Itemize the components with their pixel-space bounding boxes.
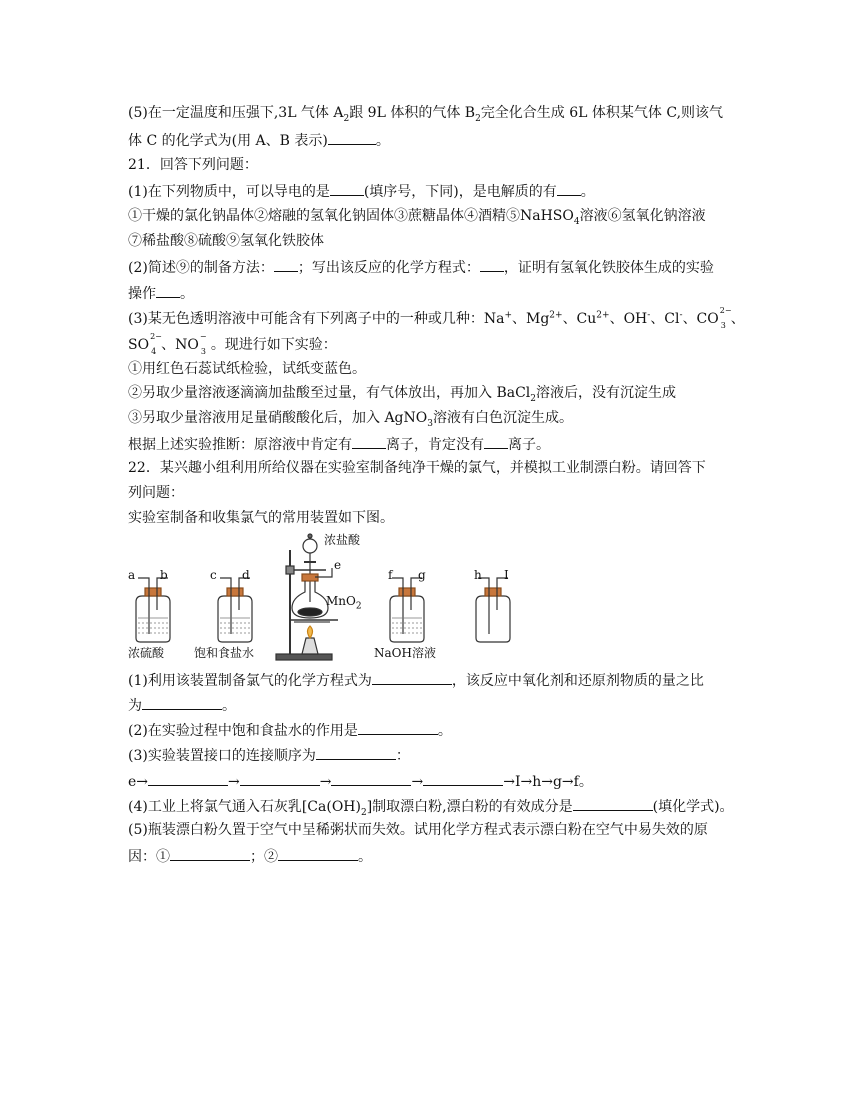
superscript: 2+ xyxy=(596,310,610,321)
bottle-sat-nacl xyxy=(218,578,252,642)
port-label-f: f xyxy=(388,568,393,582)
q21-part3 xyxy=(128,306,745,330)
subscript: 2 xyxy=(360,807,367,818)
answer-blank[interactable] xyxy=(240,771,320,786)
q20-5-line1 xyxy=(128,104,723,122)
experiment-2 xyxy=(128,384,676,402)
label-naoh: NaOH溶液 xyxy=(374,646,436,660)
text: 。 xyxy=(358,849,372,865)
answer-blank[interactable] xyxy=(423,771,503,786)
text: MnO xyxy=(326,594,356,608)
subscript: 4 xyxy=(151,347,157,356)
text: 为 xyxy=(128,698,142,714)
text: 、Cl xyxy=(650,311,680,327)
answer-blank[interactable] xyxy=(358,720,438,735)
text: 、CO xyxy=(682,311,719,327)
text: e→ xyxy=(128,774,149,790)
bottle-naoh xyxy=(390,578,424,642)
text: ①干燥的氯化钠晶体②熔融的氢氧化钠固体③蔗糖晶体④酒精⑤NaHSO xyxy=(128,208,574,224)
text: 实验室制备和收集氯气的常用装置如下图。 xyxy=(128,510,394,526)
experiment-3 xyxy=(128,409,573,427)
answer-blank[interactable] xyxy=(142,695,222,710)
q21-title xyxy=(128,156,258,174)
q21-list2 xyxy=(128,232,324,250)
q21-list1 xyxy=(128,207,706,225)
port-label-b: b xyxy=(160,568,168,582)
subscript: 2 xyxy=(343,113,350,124)
superscript: - xyxy=(679,310,683,321)
q21-part2 xyxy=(128,257,714,277)
subscript: 2 xyxy=(530,393,537,404)
text: 、NO xyxy=(161,337,199,353)
text: ②另取少量溶液逐滴滴加盐酸至过量，有气体放出，再加入 BaCl xyxy=(128,385,531,401)
answer-blank[interactable] xyxy=(278,846,358,861)
text: 、 xyxy=(730,311,745,327)
subscript: 2 xyxy=(475,113,481,124)
answer-blank[interactable] xyxy=(330,181,364,196)
answer-blank[interactable] xyxy=(328,130,376,145)
ion-charge xyxy=(719,306,732,330)
text: 完全化合生成 6L 体积某气体 C,则该气 xyxy=(480,105,724,121)
ion-charge xyxy=(199,332,211,356)
superscript: 2− xyxy=(719,306,732,315)
answer-blank[interactable] xyxy=(480,257,504,272)
port-label-c: c xyxy=(210,568,217,582)
q22-part1-cont xyxy=(128,695,236,715)
label-mno2 xyxy=(326,594,362,612)
q22-part4 xyxy=(128,796,734,816)
text: ]制取漂白粉,漂白粉的有效成分是 xyxy=(366,799,573,815)
text: 列问题： xyxy=(128,485,184,501)
text: ，证明有氢氧化铁胶体生成的实验 xyxy=(503,260,714,276)
superscript: + xyxy=(504,310,512,321)
text: 离子。 xyxy=(508,437,550,453)
text: ；写出该反应的化学方程式： xyxy=(297,260,480,276)
port-label-h: h xyxy=(474,568,482,582)
text: 操作 xyxy=(128,286,156,302)
text: → xyxy=(411,774,424,790)
subscript: 3 xyxy=(427,418,433,429)
ion-charge xyxy=(149,332,162,356)
q20-5-line2 xyxy=(128,130,390,150)
q22-sequence xyxy=(128,771,593,791)
text: →I→h→g→f。 xyxy=(503,774,593,790)
subscript: 3 xyxy=(720,321,726,330)
q22-part3 xyxy=(128,745,410,765)
text: → xyxy=(228,774,240,790)
q22-intro xyxy=(128,509,394,527)
answer-blank[interactable] xyxy=(331,771,411,786)
port-label-e: e xyxy=(334,558,342,572)
text: (1)利用该装置制备氯气的化学方程式为 xyxy=(128,673,372,689)
text: 因：① xyxy=(128,849,170,865)
text: 。 xyxy=(180,286,194,302)
label-sat-nacl: 饱和食盐水 xyxy=(194,646,255,660)
experiment-1 xyxy=(128,360,366,378)
q22-part1 xyxy=(128,670,704,690)
text: 体 C 的化学式为(用 A、B 表示) xyxy=(128,133,328,149)
q22-title xyxy=(128,459,706,477)
answer-blank[interactable] xyxy=(274,257,298,272)
answer-blank[interactable] xyxy=(573,796,653,811)
answer-blank[interactable] xyxy=(156,283,180,298)
answer-blank[interactable] xyxy=(484,434,508,449)
text: (2)简述⑨的制备方法： xyxy=(128,260,274,276)
text: (3)某无色透明溶液中可能含有下列离子中的一种或几种：Na xyxy=(128,311,505,327)
text: ⑦稀盐酸⑧硫酸⑨氢氧化铁胶体 xyxy=(128,233,324,249)
text: 根据上述实验推断：原溶液中肯定有 xyxy=(128,437,352,453)
answer-blank[interactable] xyxy=(557,181,581,196)
text: ： xyxy=(395,748,410,764)
text: 溶液⑥氢氧化钠溶液 xyxy=(579,208,706,224)
text: → xyxy=(319,774,332,790)
text: ，该反应中氧化剂和还原剂物质的量之比 xyxy=(451,673,704,689)
answer-blank[interactable] xyxy=(372,670,452,685)
superscript: 2+ xyxy=(549,310,563,321)
answer-blank[interactable] xyxy=(170,846,250,861)
text: 。 xyxy=(375,133,390,149)
text: ①用红色石蕊试纸检验，试纸变蓝色。 xyxy=(128,361,366,377)
text: 跟 9L 体积的气体 B xyxy=(349,105,476,121)
port-label-a: a xyxy=(128,568,136,582)
label-conc-h2so4: 浓硫酸 xyxy=(128,646,165,660)
port-label-g: g xyxy=(418,568,426,582)
q22-part2 xyxy=(128,720,452,740)
text: 。现进行如下实验： xyxy=(210,337,337,353)
text: (5)在一定温度和压强下,3L 气体 A xyxy=(128,105,344,121)
text: 、Mg xyxy=(511,311,550,327)
conclusion xyxy=(128,434,550,454)
text: 、Cu xyxy=(562,311,597,327)
subscript: 2 xyxy=(355,601,362,612)
port-label-I: I xyxy=(504,568,509,582)
superscript: − xyxy=(199,332,207,341)
text: 溶液后，没有沉淀生成 xyxy=(536,385,677,401)
text: 离子，肯定没有 xyxy=(386,437,484,453)
q21-part3-ions xyxy=(128,332,337,356)
text: 。 xyxy=(580,184,595,200)
answer-blank[interactable] xyxy=(148,771,228,786)
text: (5)瓶装漂白粉久置于空气中呈稀粥状而失效。试用化学方程式表示漂白粉在空气中易失效的原 xyxy=(128,822,708,838)
port-label-d: d xyxy=(242,568,250,582)
bottle-conc-h2so4 xyxy=(136,578,170,642)
text: (3)实验装置接口的连接顺序为 xyxy=(128,748,316,764)
label-conc-hcl: 浓盐酸 xyxy=(324,533,361,547)
text: SO xyxy=(128,337,150,353)
text: (1)在下列物质中，可以导电的是 xyxy=(128,184,330,200)
apparatus-figure xyxy=(126,530,526,666)
answer-blank[interactable] xyxy=(316,745,396,760)
subscript: 3 xyxy=(200,347,206,356)
text: ③另取少量溶液用足量硝酸酸化后，加入 AgNO xyxy=(128,410,428,426)
q22-part5 xyxy=(128,821,708,839)
answer-blank[interactable] xyxy=(352,434,386,449)
text: (4)工业上将氯气通入石灰乳[Ca(OH) xyxy=(128,799,361,815)
text: (填序号，下同)，是电解质的有 xyxy=(363,184,557,200)
q21-part1 xyxy=(128,181,595,201)
text: (2)在实验过程中饱和食盐水的作用是 xyxy=(128,723,358,739)
question-title: 22．某兴趣小组利用所给仪器在实验室制备纯净干燥的氯气，并模拟工业制漂白粉。请回答下 xyxy=(128,460,706,476)
superscript: 2− xyxy=(150,332,162,341)
text: 溶液有白色沉淀生成。 xyxy=(432,410,573,426)
subscript: 4 xyxy=(573,216,580,227)
question-title: 21．回答下列问题： xyxy=(128,157,258,173)
superscript: - xyxy=(647,310,651,321)
text: 。 xyxy=(222,698,236,714)
bottle-collect xyxy=(476,578,510,642)
text: ；② xyxy=(250,849,278,865)
q22-part5-cont xyxy=(128,846,372,866)
text: 。 xyxy=(437,723,452,739)
text: (填化学式)。 xyxy=(652,799,734,815)
q21-part2-cont xyxy=(128,283,194,303)
q22-title-cont xyxy=(128,484,184,502)
text: 、OH xyxy=(609,311,648,327)
